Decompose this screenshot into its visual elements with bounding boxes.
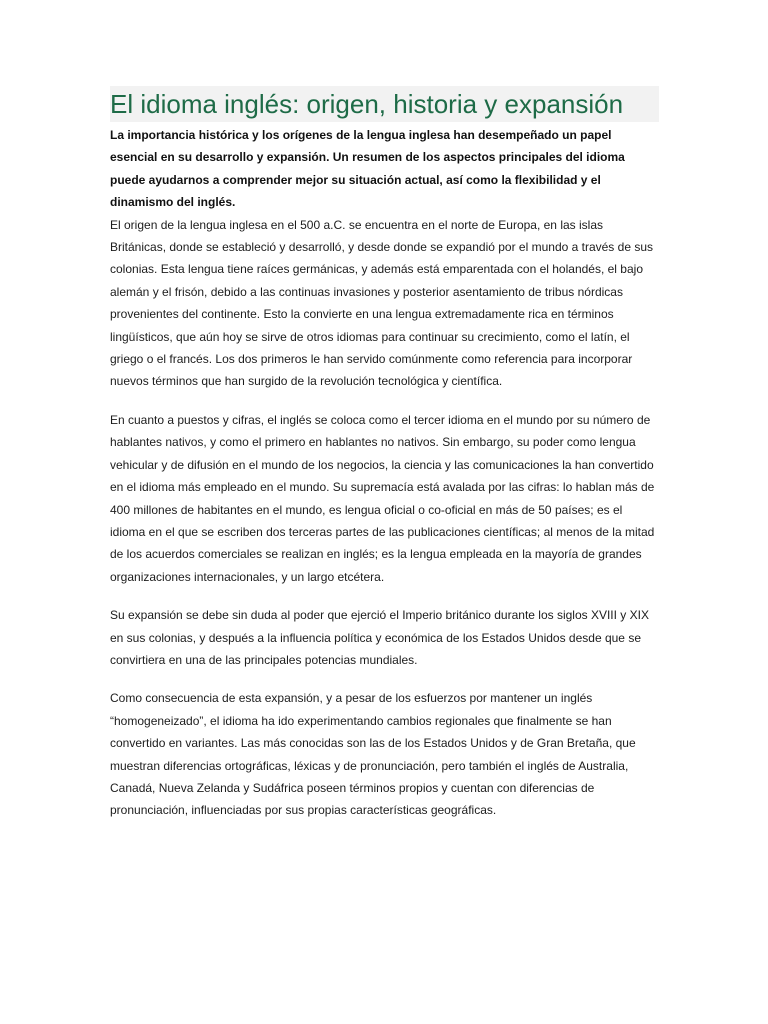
body-paragraph-variants: Como consecuencia de esta expansión, y a pesar de los esfuerzos por mantener un inglés “homogeneizado”, el idioma ha ido experimentando cambios regionales que finalmente se han convertido en variantes. Las más conocidas son las de los Estados Unidos y de Gran Bretaña, que muestran diferencias ortográficas, léxicas y de pronunciación, pero también el inglés de Australia, Canadá, Nueva Zelanda y Sudáfrica poseen términos propios y cuentan con diferencias de pronunciación, influenciadas por sus propias características geográficas. [110,691,636,818]
body-paragraph-expansion: Su expansión se debe sin duda al poder que ejerció el Imperio británico durante los siglos XVIII y XIX en sus colonias, y después a la influencia política y económica de los Estados Unidos desde que se convirtiera en una de las principales potencias mundiales. [110,608,649,667]
document-title: El idioma inglés: origen, historia y expansión [110,89,624,119]
title-block [110,86,659,122]
lead-paragraph: La importancia histórica y los orígenes de la lengua inglesa han desempeñado un papel esencial en su desarrollo y expansión. Un resumen de los aspectos principales del idioma puede ayudarnos a comprender mejor su situación actual, así como la flexibilidad y el dinamismo del inglés. [110,128,625,210]
document-page [110,86,660,822]
body-paragraph-figures: En cuanto a puestos y cifras, el inglés se coloca como el tercer idioma en el mundo por su número de hablantes nativos, y como el primero en hablantes no nativos. Sin embargo, su poder como lengua vehicular y de difusión en el mundo de los negocios, la ciencia y las comunicaciones la han convertido en el idioma más empleado en el mundo. Su supremacía está avalada por las cifras: lo hablan más de 400 millones de habitantes en el mundo, es lengua oficial o co-oficial en más de 50 países; es el idioma en el que se escriben dos terceras partes de las publicaciones científicas; al menos de la mitad de los acuerdos comerciales se realizan en inglés; es la lengua empleada en la mayoría de grandes organizaciones internacionales, y un largo etcétera. [110,412,655,584]
body-paragraph-origin: El origen de la lengua inglesa en el 500 a.C. se encuentra en el norte de Europa, en las islas Británicas, donde se estableció y desarrolló, y desde donde se expandió por el mundo a través de sus colonias. Esta lengua tiene raíces germánicas, y además está emparentada con el holandés, el bajo alemán y el frisón, debido a las continuas invasiones y posterior asentamiento de tribus nórdicas provenientes del continente. Esto la convierte en una lengua extremadamente rica en términos lingüísticos, que aún hoy se sirve de otros idiomas para continuar su crecimiento, como el latín, el griego o el francés. Los dos primeros le han servido comúnmente como referencia para incorporar nuevos términos que han surgido de la revolución tecnológica y científica. [110,217,653,389]
